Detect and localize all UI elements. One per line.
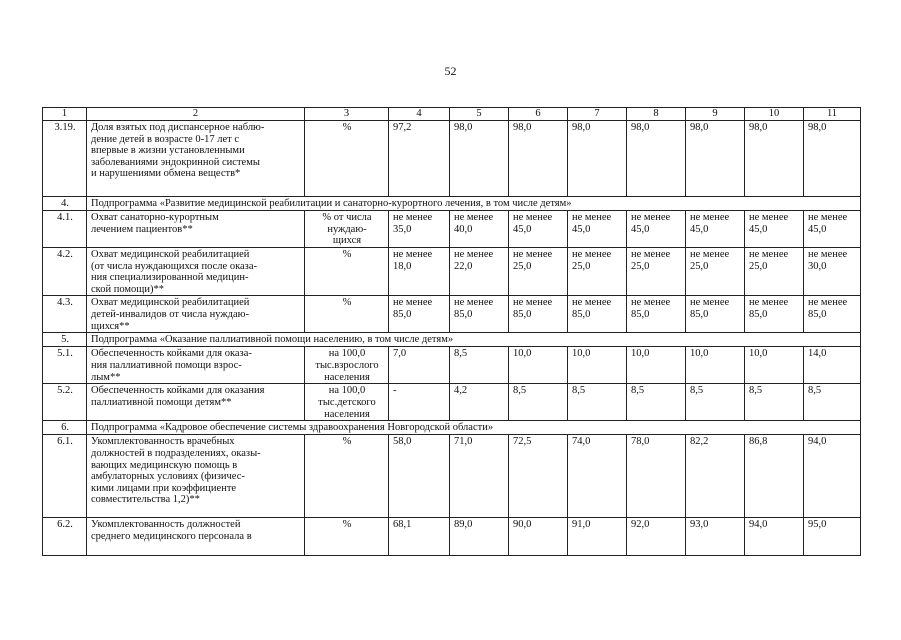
value-cell: 95,0	[804, 518, 861, 556]
value-cell: не менее 85,0	[804, 296, 861, 333]
value-cell: не менее 45,0	[568, 211, 627, 248]
value-cell: не менее 40,0	[450, 211, 509, 248]
indicator-name: Укомплектованность врачебных должностей в подразделениях, оказы- вающих медицинскую помощь в амбулаторных условиях (физичес- кими лицами при коэффициенте совместительства 1,2)**	[87, 435, 305, 518]
section-row	[43, 421, 861, 435]
value-cell: не менее 85,0	[568, 296, 627, 333]
row-number: 4.	[43, 197, 87, 211]
value-cell: не менее 85,0	[389, 296, 450, 333]
value-cell: не менее 25,0	[509, 248, 568, 296]
column-header: 2	[87, 108, 305, 121]
value-cell: 90,0	[509, 518, 568, 556]
value-cell: не менее 45,0	[627, 211, 686, 248]
table-row	[43, 384, 861, 421]
table-row	[43, 518, 861, 556]
value-cell: 86,8	[745, 435, 804, 518]
unit-cell: %	[305, 435, 389, 518]
value-cell: 8,5	[509, 384, 568, 421]
value-cell: 14,0	[804, 347, 861, 384]
unit-cell: %	[305, 296, 389, 333]
unit-cell: %	[305, 518, 389, 556]
value-cell: не менее 22,0	[450, 248, 509, 296]
value-cell: 94,0	[804, 435, 861, 518]
value-cell: 98,0	[745, 121, 804, 197]
value-cell: 82,2	[686, 435, 745, 518]
value-cell: 91,0	[568, 518, 627, 556]
column-header: 4	[389, 108, 450, 121]
column-header: 3	[305, 108, 389, 121]
table-row	[43, 435, 861, 518]
value-cell: не менее 85,0	[686, 296, 745, 333]
section-title: Подпрограмма «Оказание паллиативной помощи населению, в том числе детям»	[87, 333, 861, 347]
value-cell: не менее 30,0	[804, 248, 861, 296]
table-row	[43, 248, 861, 296]
value-cell: 68,1	[389, 518, 450, 556]
value-cell: 4,2	[450, 384, 509, 421]
value-cell: не менее 85,0	[509, 296, 568, 333]
row-number: 4.2.	[43, 248, 87, 296]
indicator-name: Обеспеченность койками для оказания паллиативной помощи детям**	[87, 384, 305, 421]
value-cell: не менее 25,0	[568, 248, 627, 296]
indicator-name: Охват санаторно-курортным лечением пациентов**	[87, 211, 305, 248]
value-cell: 8,5	[450, 347, 509, 384]
value-cell: 98,0	[509, 121, 568, 197]
value-cell: 93,0	[686, 518, 745, 556]
column-header: 5	[450, 108, 509, 121]
row-number: 4.1.	[43, 211, 87, 248]
value-cell: не менее 85,0	[450, 296, 509, 333]
row-number: 5.1.	[43, 347, 87, 384]
table-row	[43, 347, 861, 384]
unit-cell: %	[305, 248, 389, 296]
column-header: 11	[804, 108, 861, 121]
value-cell: 89,0	[450, 518, 509, 556]
value-cell: не менее 25,0	[686, 248, 745, 296]
indicator-name: Охват медицинской реабилитацией (от числа нуждающихся после оказа- ния специализированной медицин- ской помощи)**	[87, 248, 305, 296]
value-cell: 10,0	[627, 347, 686, 384]
table-row	[43, 296, 861, 333]
value-cell: 97,2	[389, 121, 450, 197]
indicator-name: Охват медицинской реабилитацией детей-инвалидов от числа нуждаю- щихся**	[87, 296, 305, 333]
value-cell: 8,5	[627, 384, 686, 421]
value-cell: 78,0	[627, 435, 686, 518]
value-cell: не менее 85,0	[745, 296, 804, 333]
unit-cell: на 100,0 тыс.детского населения	[305, 384, 389, 421]
indicator-name: Доля взятых под диспансерное наблю- дение детей в возрасте 0-17 лет с впервые в жизни установленными заболеваниями эндокринной системы и нарушениями обмена веществ*	[87, 121, 305, 197]
unit-cell: % от числа нуждаю- щихся	[305, 211, 389, 248]
value-cell: -	[389, 384, 450, 421]
value-cell: 94,0	[745, 518, 804, 556]
row-number: 5.2.	[43, 384, 87, 421]
value-cell: 58,0	[389, 435, 450, 518]
column-header: 1	[43, 108, 87, 121]
value-cell: не менее 45,0	[804, 211, 861, 248]
value-cell: не менее 35,0	[389, 211, 450, 248]
value-cell: 98,0	[686, 121, 745, 197]
value-cell: не менее 25,0	[745, 248, 804, 296]
value-cell: не менее 85,0	[627, 296, 686, 333]
value-cell: 8,5	[686, 384, 745, 421]
row-number: 4.3.	[43, 296, 87, 333]
row-number: 6.1.	[43, 435, 87, 518]
section-row	[43, 197, 861, 211]
column-header: 8	[627, 108, 686, 121]
value-cell: 98,0	[627, 121, 686, 197]
column-header: 10	[745, 108, 804, 121]
value-cell: не менее 45,0	[686, 211, 745, 248]
value-cell: 10,0	[745, 347, 804, 384]
section-row	[43, 333, 861, 347]
value-cell: 98,0	[568, 121, 627, 197]
value-cell: 98,0	[804, 121, 861, 197]
row-number: 6.	[43, 421, 87, 435]
unit-cell: на 100,0 тыс.взрослого населения	[305, 347, 389, 384]
value-cell: 8,5	[745, 384, 804, 421]
row-number: 3.19.	[43, 121, 87, 197]
value-cell: 7,0	[389, 347, 450, 384]
section-title: Подпрограмма «Развитие медицинской реабилитации и санаторно-курортного лечения, в том числе детям»	[87, 197, 861, 211]
value-cell: 8,5	[568, 384, 627, 421]
unit-cell: %	[305, 121, 389, 197]
table-row	[43, 211, 861, 248]
column-header: 6	[509, 108, 568, 121]
value-cell: 98,0	[450, 121, 509, 197]
indicator-name: Укомплектованность должностей среднего медицинского персонала в	[87, 518, 305, 556]
value-cell: 92,0	[627, 518, 686, 556]
value-cell: 72,5	[509, 435, 568, 518]
header-row	[43, 108, 861, 121]
indicators-table	[42, 107, 861, 556]
value-cell: не менее 25,0	[627, 248, 686, 296]
value-cell: 8,5	[804, 384, 861, 421]
row-number: 6.2.	[43, 518, 87, 556]
value-cell: 10,0	[509, 347, 568, 384]
value-cell: 10,0	[568, 347, 627, 384]
section-title: Подпрограмма «Кадровое обеспечение системы здравоохранения Новгородской области»	[87, 421, 861, 435]
value-cell: не менее 45,0	[509, 211, 568, 248]
indicator-name: Обеспеченность койками для оказа- ния паллиативной помощи взрос- лым**	[87, 347, 305, 384]
value-cell: 10,0	[686, 347, 745, 384]
row-number: 5.	[43, 333, 87, 347]
page-number: 52	[444, 64, 457, 78]
value-cell: не менее 18,0	[389, 248, 450, 296]
table-row	[43, 121, 861, 197]
value-cell: 74,0	[568, 435, 627, 518]
column-header: 9	[686, 108, 745, 121]
value-cell: не менее 45,0	[745, 211, 804, 248]
value-cell: 71,0	[450, 435, 509, 518]
column-header: 7	[568, 108, 627, 121]
